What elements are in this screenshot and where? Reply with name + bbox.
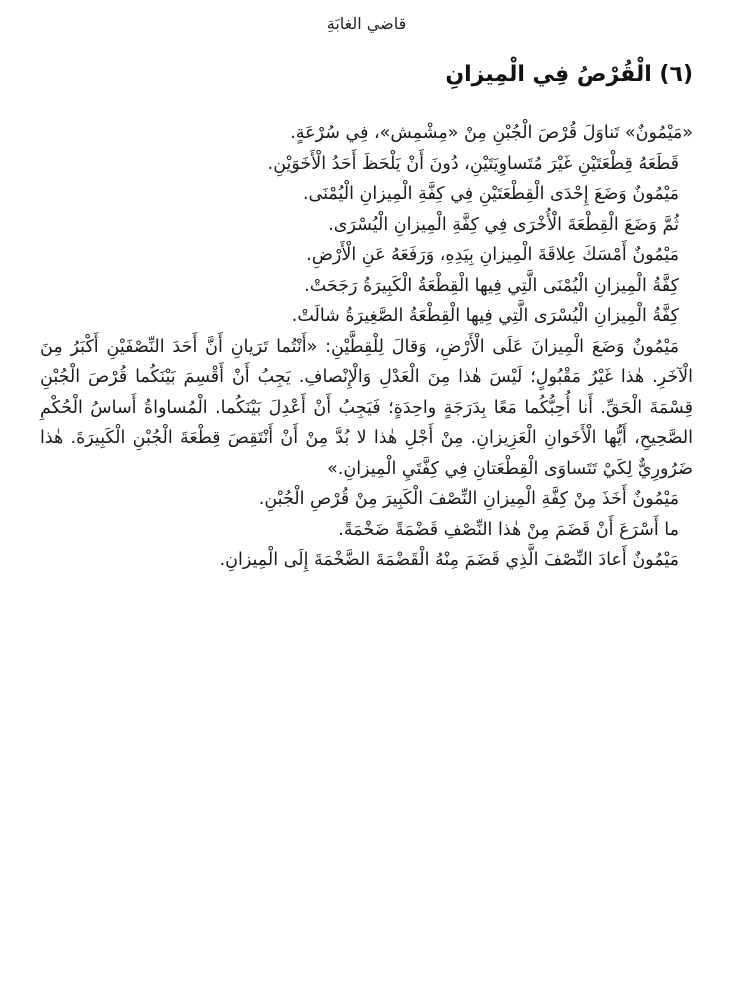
paragraph: مَيْمُونٌ أَعادَ النِّصْفَ الَّذِي قَضَمَ مِنْهُ الْقَضْمَةَ الضَّخْمَةَ إِلَى الْمِيزانِ. [219, 550, 679, 570]
paragraph: مَيْمُونٌ وَضَعَ الْمِيزانَ عَلَى الْأَرْضِ، وَقالَ لِلْقِطَّيْنِ: «أَنْتُما تَرَيانِ أَنَّ أَحَدَ النِّصْفَيْنِ أَكْبَرُ مِنَ الْآخَرِ. هٰذا غَيْرُ مَقْبُولٍ؛ لَيْسَ هٰذا مِنَ الْعَدْلِ وَالْإِنْصافِ. يَجِبُ أَنْ أَقْسِمَ بَيْنَكُما قُرْصَ الْجُبْنِ قِسْمَةَ الْحَقِّ. أَنا أُحِبُّكُما مَعًا بِدَرَجَةٍ واحِدَةٍ؛ فَيَجِبُ أَنْ أَعْدِلَ بَيْنَكُما. الْمُساواةُ أَساسُ الْحُكْمِ الصَّحِيحِ، أَيُّها الْأَخَوانِ الْعَزِيزانِ. مِنْ أَجْلِ هٰذا لا بُدَّ مِنْ أَنْ أَنْتَقِصَ قِطْعَةَ الْجُبْنِ الْكَبِيرَةَ. هٰذا ضَرُورِيٌّ لِكَيْ تَتَساوَى الْقِطْعَتانِ فِي كِفَّتَيِ الْمِيزانِ.» [40, 336, 693, 479]
paragraph: مَيْمُونٌ أَمْسَكَ عِلاقَةَ الْمِيزانِ بِيَدِهِ، وَرَفَعَهُ عَنِ الْأَرْضِ. [306, 245, 679, 265]
paragraph: «مَيْمُونٌ» تَناوَلَ قُرْصَ الْجُبْنِ مِنْ «مِشْمِش»، فِي سُرْعَةٍ. [290, 123, 693, 143]
running-header: قاضي الغابَةِ [326, 14, 407, 33]
paragraph: كِفَّةُ الْمِيزانِ الْيُسْرَى الَّتِي فِيها الْقِطْعَةُ الصَّغِيرَةُ شالَتْ. [291, 306, 679, 326]
paragraph: مَيْمُونٌ أَخَذَ مِنْ كِفَّةِ الْمِيزانِ النِّصْفَ الْكَبِيرَ مِنْ قُرْصِ الْجُبْنِ. [258, 489, 679, 509]
paragraph: قَطَعَهُ قِطْعَتَيْنِ غَيْرَ مُتَساوِيَتَيْنِ، دُونَ أَنْ يَلْحَظَ أَحَدُ الْأَخَوَيْنِ. [267, 153, 679, 174]
paragraph: ما أَسْرَعَ أَنْ قَضَمَ مِنْ هٰذا النِّصْفِ قَضْمَةً ضَخْمَةً. [338, 519, 679, 540]
paragraph: كِفَّةُ الْمِيزانِ الْيُمْنَى الَّتِي فِيها الْقِطْعَةُ الْكَبِيرَةُ رَجَحَتْ. [304, 275, 679, 296]
body-text [40, 118, 693, 576]
chapter-title: (٦) الْقُرْصُ فِي الْمِيزانِ [445, 62, 693, 87]
paragraph: ثُمَّ وَضَعَ الْقِطْعَةَ الْأُخْرَى فِي كِفَّةِ الْمِيزانِ الْيُسْرَى. [328, 214, 679, 235]
paragraph: مَيْمُونٌ وَضَعَ إِحْدَى الْقِطْعَتَيْنِ فِي كِفَّةِ الْمِيزانِ الْيُمْنَى. [302, 184, 679, 204]
